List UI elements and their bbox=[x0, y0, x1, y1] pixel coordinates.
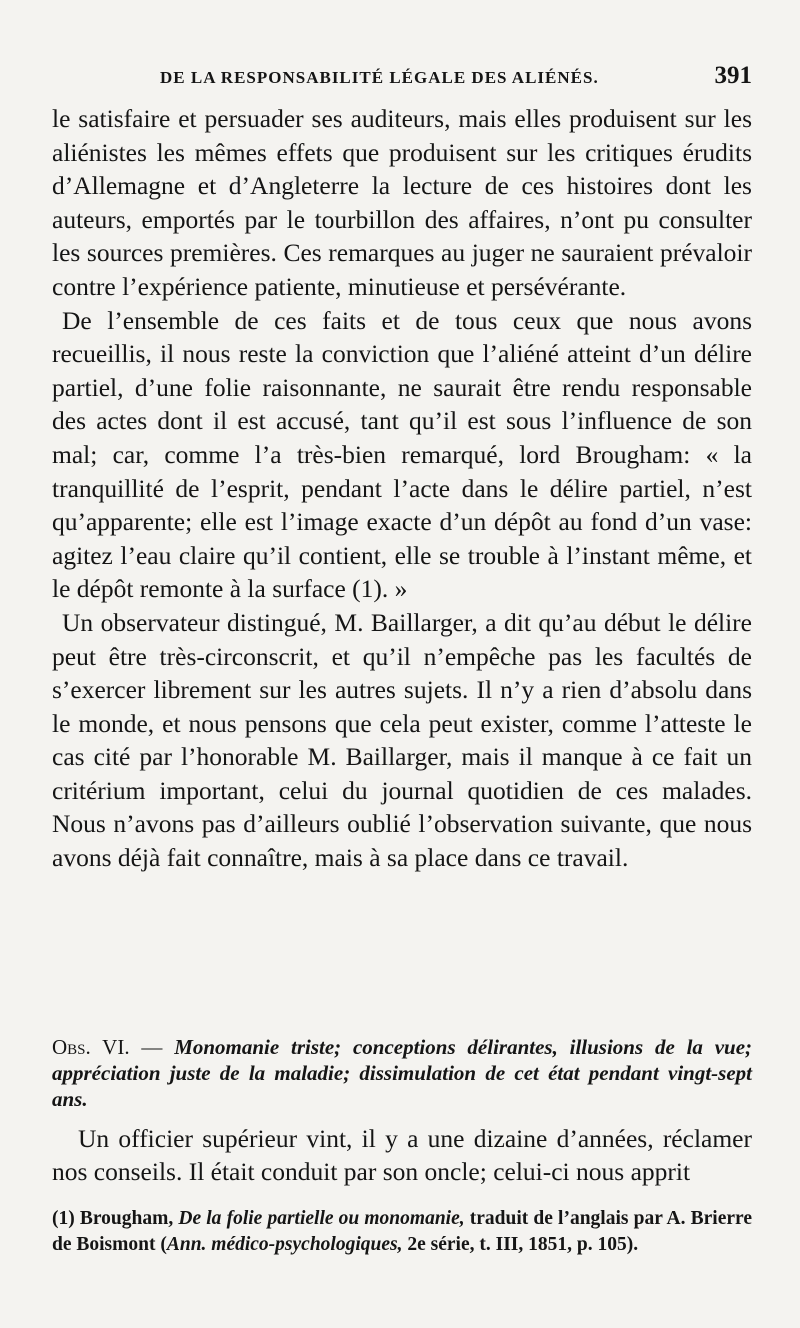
observation-label: Obs. VI. — bbox=[52, 1035, 163, 1059]
footnote-title: De la folie partielle ou monomanie, bbox=[178, 1208, 465, 1229]
observation-paragraph: Un officier supérieur vint, il y a une dizaine d’années, réclamer nos conseils. Il était conduit par son oncle; celui-ci nous apprit bbox=[52, 1124, 752, 1186]
paragraph-2: De l’ensemble de ces faits et de tous ceux que nous avons recueillis, il nous reste la conviction que l’aliéné atteint d’un délire partiel, d’une folie raisonnante, ne saurait être rendu responsable des actes dont il est accusé, tant qu’il est sous l’influence de son mal; car, comme l’a très-bien remarqué, lord Brougham: « la tranquillité de l’esprit, pendant l’acte dans le délire partiel, n’est qu’apparente; elle est l’image exacte d’un dépôt au fond d’un vase: agitez l’eau claire qu’il contient, elle se trouble à l’instant même, et le dépôt remonte à la surface (1). » bbox=[52, 305, 752, 604]
running-head bbox=[160, 62, 752, 90]
footnote-text-2: 2e série, t. III, 1851, p. 105). bbox=[407, 1234, 639, 1255]
footnote-marker: (1) Brougham, bbox=[52, 1208, 174, 1229]
running-title: DE LA RESPONSABILITÉ LÉGALE DES ALIÉNÉS. bbox=[160, 68, 599, 87]
main-text bbox=[52, 102, 752, 875]
paragraph-1: le satisfaire et persuader ses auditeurs, mais elles produisent sur les aliénistes les mêmes effets que produisent sur les critiques érudits d’Allemagne et d’Angleterre la lecture de ces histoires dont les auteurs, emportés par le tourbillon des affaires, n’ont pu consulter les sources premières. Ces remarques au juger ne sauraient prévaloir contre l’expérience patiente, minutieuse et persévérante. bbox=[52, 104, 752, 301]
footnote bbox=[52, 1206, 752, 1258]
page-number: 391 bbox=[714, 62, 752, 89]
observation-title: Monomanie triste; conceptions délirantes, illusions de la vue; appréciation juste de la maladie; dissimulation de cet état pendant vingt-sept ans. bbox=[52, 1035, 753, 1111]
paragraph-3: Un observateur distingué, M. Baillarger, a dit qu’au début le délire peut être très-circonscrit, et qu’il n’empêche pas les facultés de s’exercer librement sur les autres sujets. Il n’y a rien d’absolu dans le monde, et nous pensons que cela peut exister, comme l’atteste le cas cité par l’honorable M. Baillarger, mais il manque à ce fait un critérium important, celui du journal quotidien de ces malades. Nous n’avons pas d’ailleurs oublié l’observation suivante, que nous avons déjà fait connaître, mais à sa place dans ce travail. bbox=[52, 607, 752, 873]
footnote-text-1: traduit de l’anglais par A. Brierre de Boismont ( bbox=[52, 1208, 752, 1255]
observation-heading bbox=[52, 1034, 752, 1112]
footnote-journal: Ann. médico-psychologiques, bbox=[166, 1234, 403, 1255]
observation-text bbox=[52, 1122, 752, 1188]
